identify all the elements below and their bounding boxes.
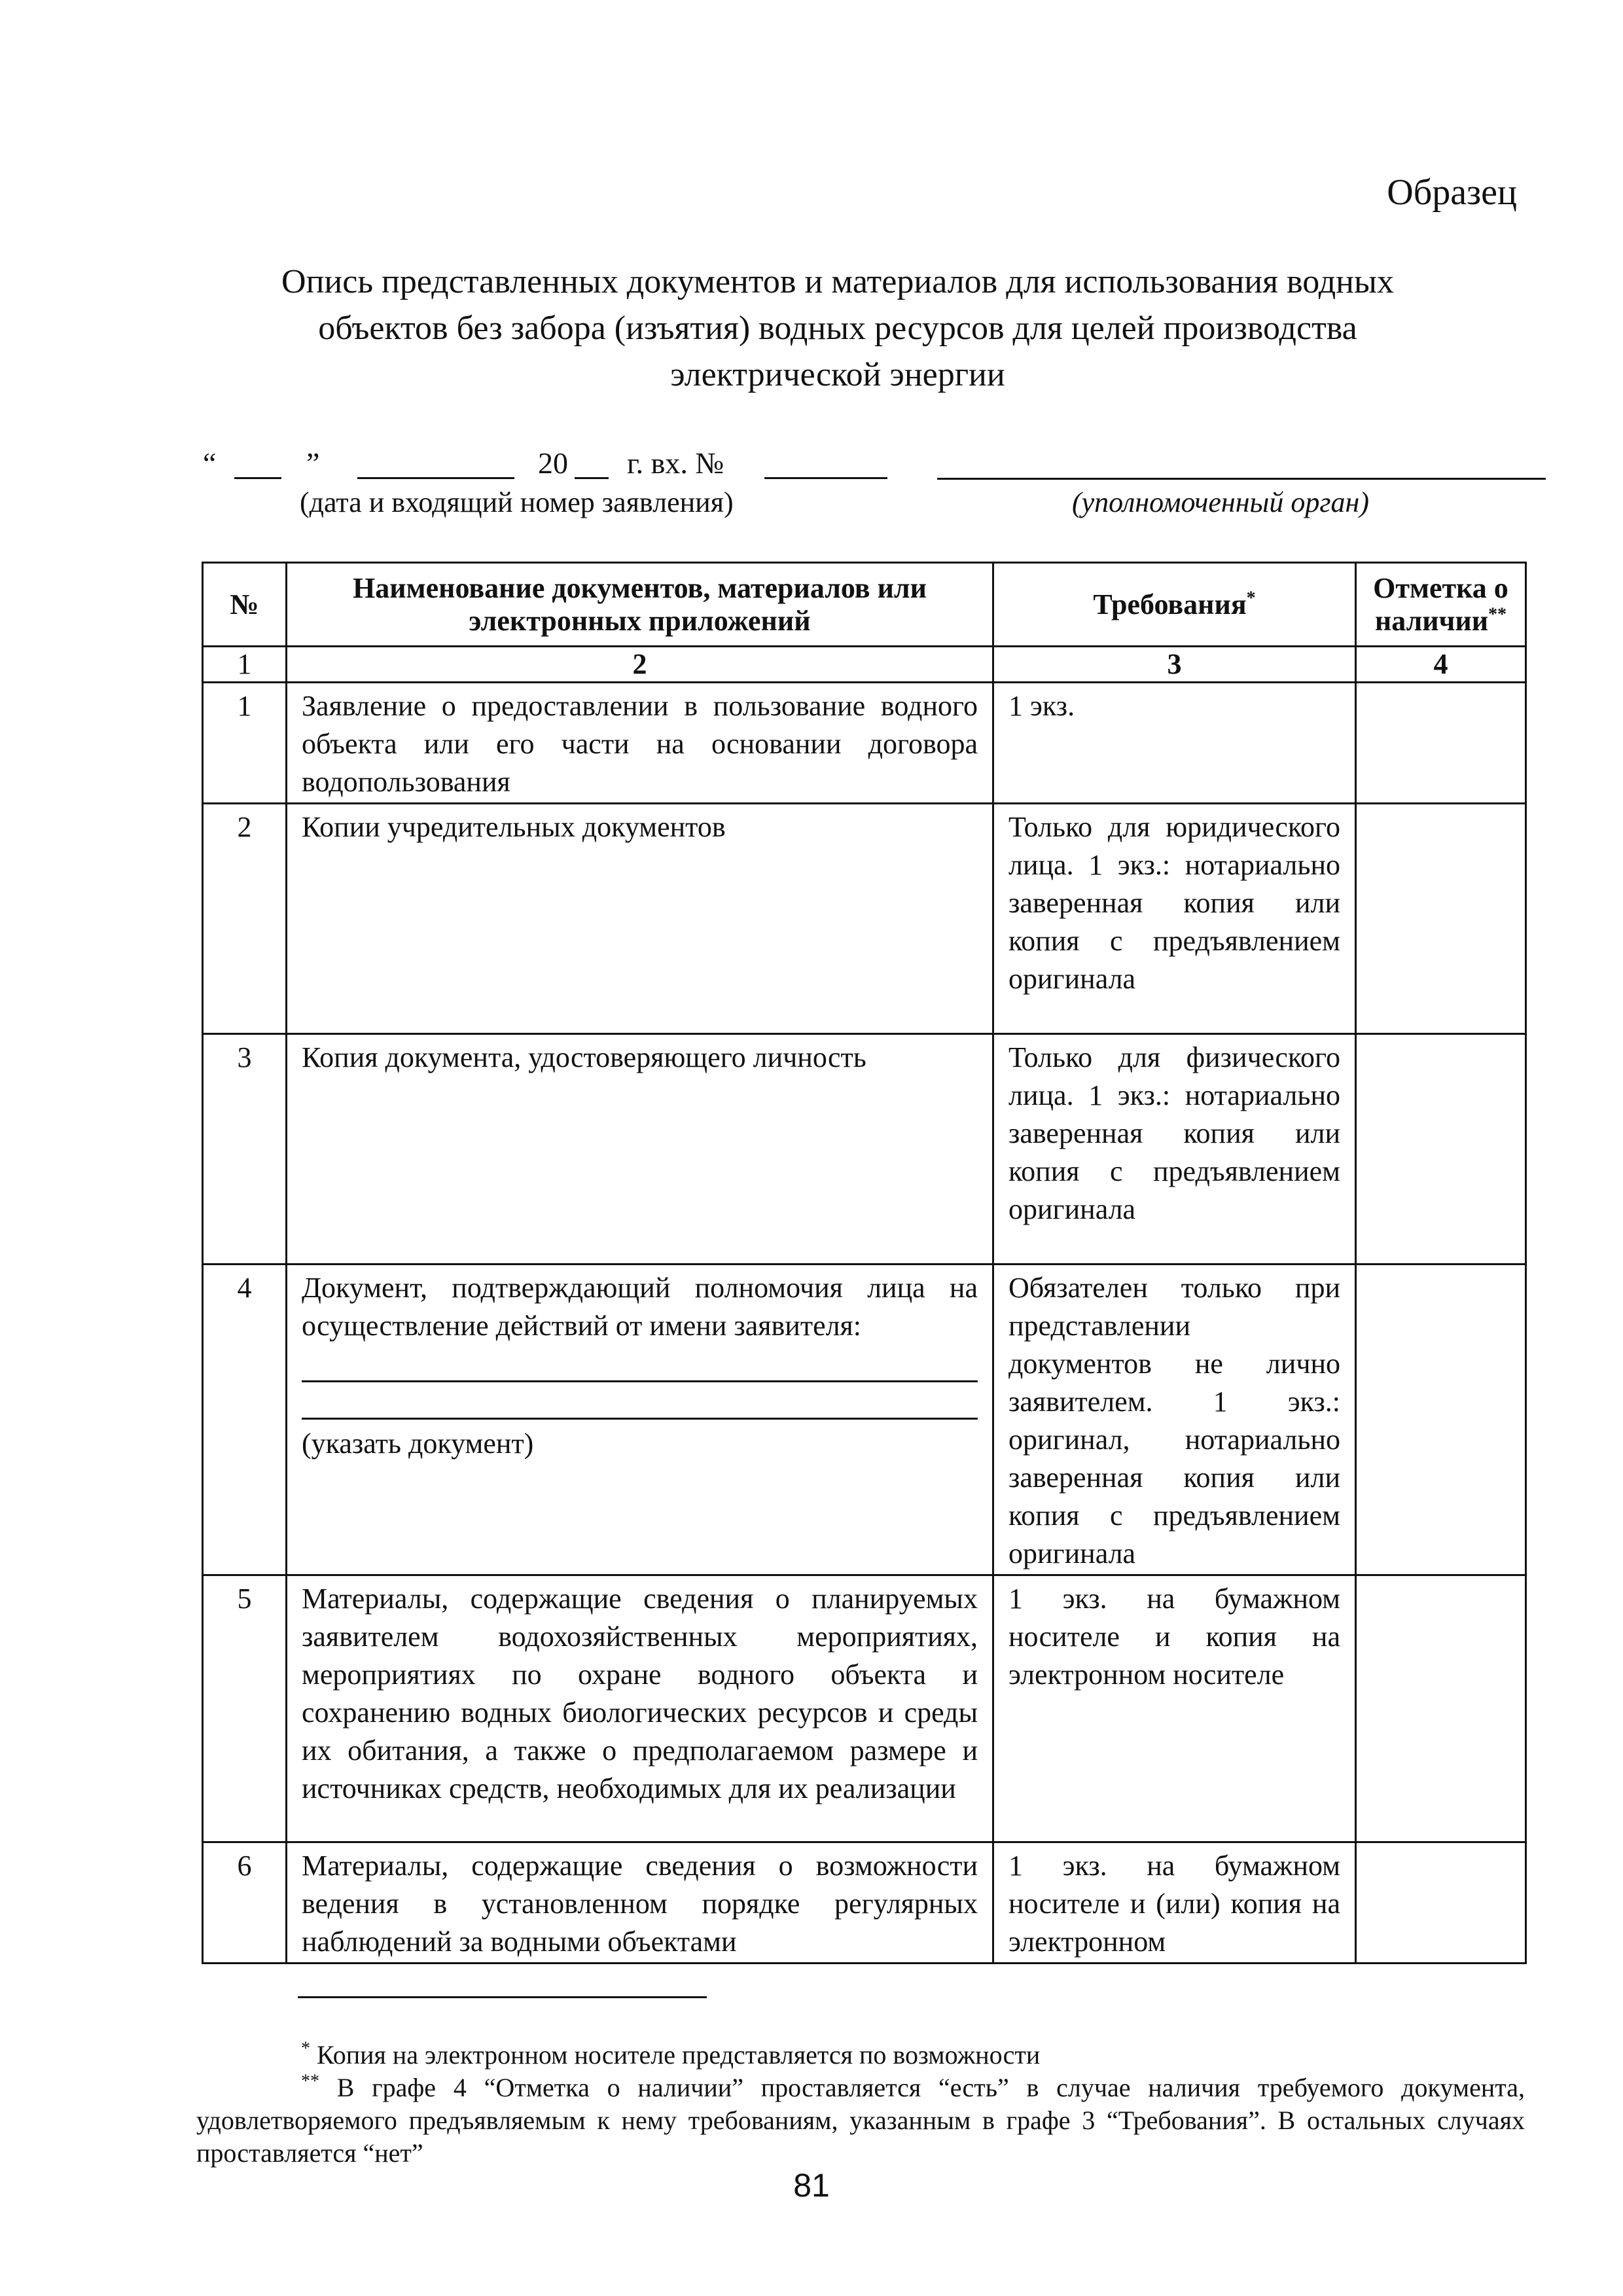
requirement: 1 экз. (993, 683, 1356, 804)
column-number: 4 (1356, 647, 1526, 683)
row-number: 1 (203, 683, 287, 804)
footnote-1: * Копия на электронном носителе представляется по возможности (301, 2038, 1041, 2070)
requirement: Обязателен только при представлении документов не лично заявителем. 1 экз.: оригинал, нотариально заверенная копия или копия с предъявлением оригинала (993, 1265, 1356, 1575)
presence-cell[interactable] (1356, 1575, 1526, 1842)
column-number-row (203, 647, 1526, 683)
document-name: Заявление о предоставлении в пользование водного объекта или его части на основании договора водопользования (287, 683, 993, 804)
documents-table (202, 562, 1527, 1964)
date-row (203, 445, 923, 484)
specify-document-line[interactable] (302, 1349, 978, 1382)
authority-blank[interactable] (937, 478, 1546, 480)
document-name: Материалы, содержащие сведения о возможности ведения в установленном порядке регулярных наблюдений за водными объектами (287, 1842, 993, 1964)
month-blank[interactable] (357, 477, 514, 479)
requirement: 1 экз. на бумажном носителе и (или) копия на электронном (993, 1842, 1356, 1964)
row-number: 4 (203, 1265, 287, 1575)
year-blank[interactable] (575, 477, 609, 479)
specify-document-line[interactable] (302, 1386, 978, 1420)
specify-document-hint: (указать документ) (302, 1427, 534, 1460)
document-name-text: Документ, подтверждающий полномочия лица на осуществление действий от имени заявителя: (302, 1272, 978, 1342)
footnote-2: ** В графе 4 “Отметка о наличии” проставляется “есть” в случае наличия требуемого документа, удовлетворяемого предъявляемым к нему требованиям, указанным в графе 3 “Требования”. В остальных случаях проставляется “нет” (196, 2071, 1525, 2168)
presence-cell[interactable] (1356, 804, 1526, 1034)
column-number: 1 (203, 647, 287, 683)
document-name: Копия документа, удостоверяющего личность (287, 1034, 993, 1265)
close-quote: ” (306, 446, 320, 480)
open-quote: “ (203, 446, 217, 480)
requirement: Только для физического лица. 1 экз.: нотариально заверенная копия или копия с предъявлением оригинала (993, 1034, 1356, 1265)
document-title (196, 259, 1479, 398)
header-name: Наименование документов, материалов или электронных приложений (287, 563, 993, 647)
presence-cell[interactable] (1356, 1265, 1526, 1575)
footnotes (196, 2039, 1525, 2170)
column-number: 3 (993, 647, 1356, 683)
table-row (203, 804, 1526, 1034)
title-line-3: электрической энергии (670, 356, 1005, 393)
header-requirements: Требования* (993, 563, 1356, 647)
header-num: № (203, 563, 287, 647)
year-prefix: 20 (538, 446, 568, 480)
title-line-2: объектов без забора (изъятия) водных ресурсов для целей производства (318, 310, 1357, 347)
table-row (203, 1265, 1526, 1575)
presence-cell[interactable] (1356, 1034, 1526, 1265)
footnote-divider (298, 1996, 707, 1998)
presence-cell[interactable] (1356, 683, 1526, 804)
authority-caption: (уполномоченный орган) (1072, 486, 1369, 518)
requirement: 1 экз. на бумажном носителе и копия на электронном носителе (993, 1575, 1356, 1842)
table-row (203, 1842, 1526, 1964)
header-presence: Отметка о наличии** (1356, 563, 1526, 647)
title-line-1: Опись представленных документов и материалов для использования водных (281, 263, 1394, 300)
presence-cell[interactable] (1356, 1842, 1526, 1964)
day-blank[interactable] (234, 477, 281, 479)
incoming-number-label: г. вх. № (627, 446, 724, 480)
document-name: Копии учредительных документов (287, 804, 993, 1034)
document-name (287, 1265, 993, 1575)
row-number: 5 (203, 1575, 287, 1842)
table-row (203, 1034, 1526, 1265)
table-row (203, 1575, 1526, 1842)
sample-label: Образец (1387, 172, 1517, 213)
row-number: 6 (203, 1842, 287, 1964)
table-row (203, 683, 1526, 804)
requirement: Только для юридического лица. 1 экз.: нотариально заверенная копия или копия с предъявлением оригинала (993, 804, 1356, 1034)
row-number: 2 (203, 804, 287, 1034)
table-header-row (203, 563, 1526, 647)
date-caption: (дата и входящий номер заявления) (300, 486, 734, 518)
row-number: 3 (203, 1034, 287, 1265)
incoming-number-blank[interactable] (764, 477, 887, 479)
page-number: 81 (793, 2167, 830, 2204)
column-number: 2 (287, 647, 993, 683)
document-name: Материалы, содержащие сведения о планируемых заявителем водохозяйственных мероприятиях, мероприятиях по охране водного объекта и сохранению водных биологических ресурсов и среды их обитания, а также о предполагаемом размере и источниках средств, необходимых для их реализации (287, 1575, 993, 1842)
